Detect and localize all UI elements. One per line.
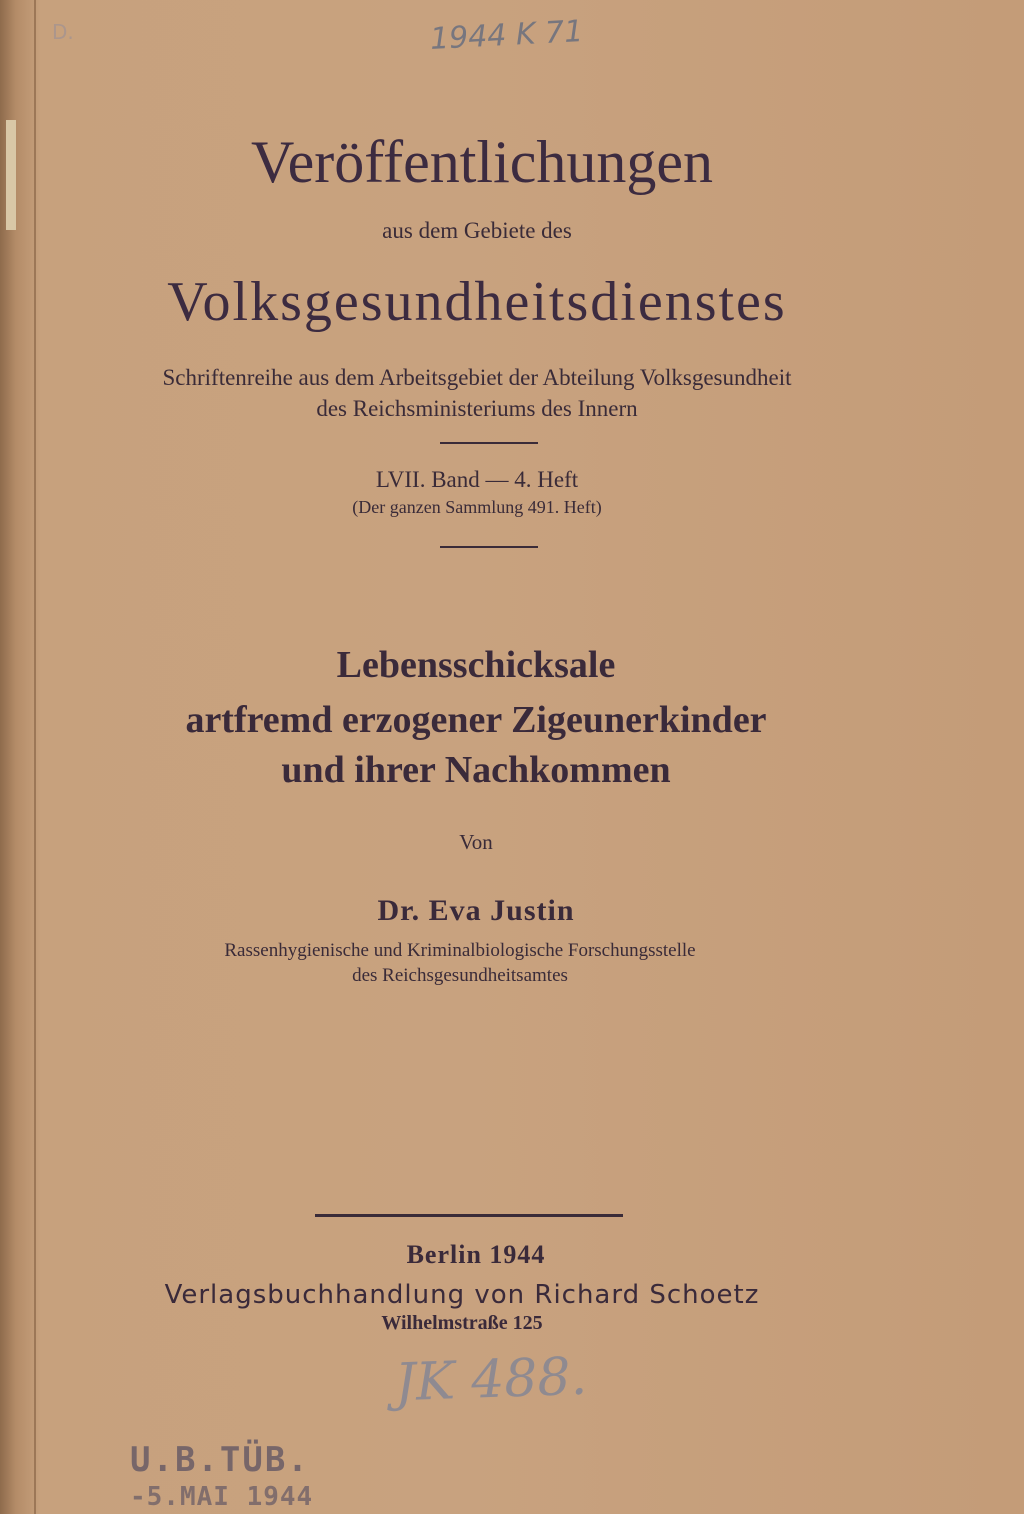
imprint-place-year: Berlin 1944 (406, 1240, 546, 1269)
book-title-line3: und ihrer Nachkommen (281, 749, 671, 791)
byline-von: Von (459, 830, 493, 854)
library-stamp-line1: U.B.TÜB. (130, 1440, 310, 1480)
imprint-publisher: Verlagsbuchhandlung von Richard Schoetz (164, 1280, 760, 1310)
faint-corner-mark: D. (52, 20, 74, 44)
library-stamp-line2: -5.MAI 1944 (130, 1482, 314, 1512)
book-title-line2: artfremd erzogener Zigeunerkinder (185, 699, 767, 741)
volume-band: LVII. Band — 4. Heft (375, 467, 579, 492)
institution-line2: des Reichsgesundheitsamtes (352, 965, 568, 986)
series-description-line2: des Reichsministeriums des Innern (316, 396, 638, 421)
handwritten-shelfmark-bottom: JK 488. (394, 1346, 589, 1414)
divider-rule-middle (440, 546, 538, 548)
handwritten-shelfmark-top: 1944 K 71 (429, 14, 585, 57)
series-subtitle: aus dem Gebiete des (382, 218, 572, 243)
book-title-line1: Lebensschicksale (336, 644, 616, 686)
divider-rule-imprint (315, 1214, 623, 1217)
imprint-address: Wilhelmstraße 125 (381, 1312, 543, 1334)
author-name: Dr. Eva Justin (377, 894, 575, 927)
series-title-line2: Volksgesundheitsdienstes (167, 271, 787, 333)
divider-rule-top (440, 442, 538, 444)
series-description-line1: Schriftenreihe aus dem Arbeitsgebiet der Abteilung Volksgesundheit (162, 365, 792, 390)
institution-line1: Rassenhygienische und Kriminalbiologische Forschungsstelle (224, 940, 696, 961)
volume-collection: (Der ganzen Sammlung 491. Heft) (352, 497, 602, 517)
series-title-line1: Veröffentlichungen (250, 129, 714, 195)
